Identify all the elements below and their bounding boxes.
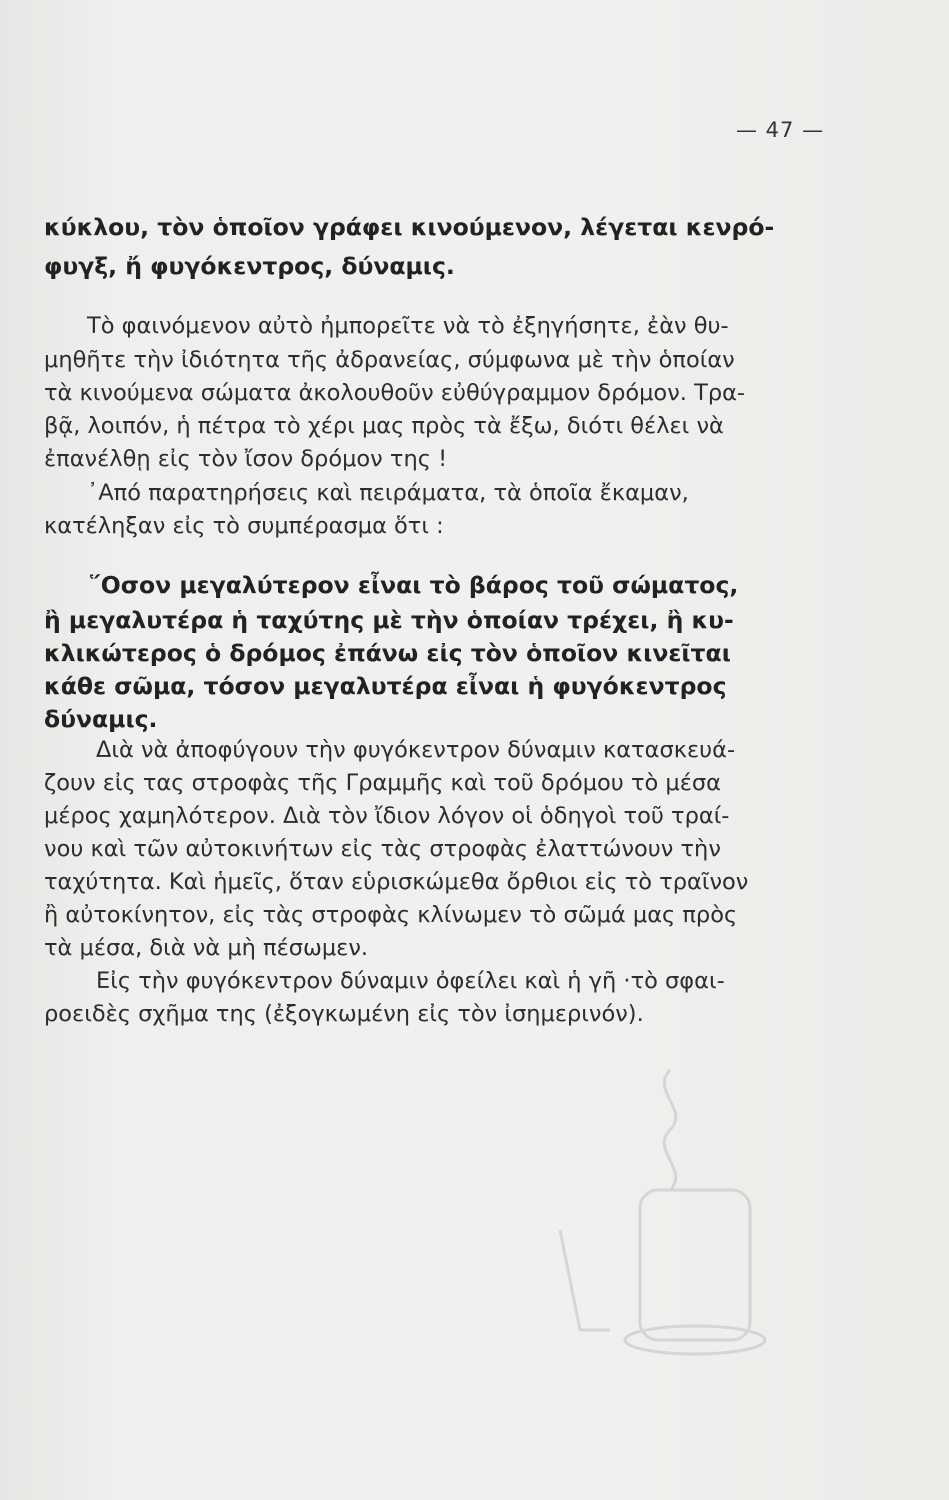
text-line: νου καὶ τῶν αὐτοκινήτων εἰς τὰς στροφὰς ἐλαττώνουν τὴν <box>44 836 721 862</box>
text-line: ἐπανέλθῃ εἰς τὸν ἴσον δρόμον της ! <box>44 446 448 472</box>
text-line: ῞Οσον μεγαλύτερον εἶναι τὸ βάρος τοῦ σώματος, <box>89 571 739 599</box>
text-line: ζουν εἰς τας στροφὰς τῆς Γραμμῆς καὶ τοῦ δρόμου τὸ μέσα <box>44 770 721 796</box>
text-line: Τὸ φαινόμενον αὐτὸ ἠμπορεῖτε νὰ τὸ ἐξηγήσητε, ἐὰν θυ- <box>87 313 729 339</box>
text-line: μηθῆτε τὴν ἰδιότητα τῆς ἀδρανείας, σύμφωνα μὲ τὴν ὁποίαν <box>44 347 735 373</box>
text-line: Εἰς τὴν φυγόκεντρον δύναμιν ὀφείλει καὶ ἡ γῆ ·τὸ σφαι- <box>96 968 725 994</box>
bleed-through-figure <box>520 1030 780 1370</box>
page-number: — 47 — <box>736 118 825 142</box>
text-line: ἢ μεγαλυτέρα ἡ ταχύτης μὲ τὴν ὁποίαν τρέχει, ἢ κυ- <box>44 606 734 634</box>
text-line: δύναμις. <box>44 705 158 733</box>
text-line: κάθε σῶμα, τόσον μεγαλυτέρα εἶναι ἡ φυγόκεντρος <box>44 672 727 700</box>
text-line: φυγξ, ἤ φυγόκεντρος, δύναμις. <box>44 252 455 280</box>
text-line: βᾷ, λοιπόν, ἡ πέτρα τὸ χέρι μας πρὸς τὰ ἔξω, διότι θέλει νὰ <box>44 413 724 439</box>
text-line: τὰ μέσα, διὰ νὰ μὴ πέσωμεν. <box>44 935 369 961</box>
text-line: ροειδὲς σχῆμα της (ἐξογκωμένη εἰς τὸν ἰσημερινόν). <box>44 1001 644 1027</box>
text-line: ταχύτητα. Καὶ ἡμεῖς, ὅταν εὑρισκώμεθα ὄρθιοι εἰς τὸ τραῖνον <box>44 869 749 895</box>
text-line: τὰ κινούμενα σώματα ἀκολουθοῦν εὐθύγραμμον δρόμον. Τρα- <box>44 380 746 406</box>
text-line: κλικώτερος ὁ δρόμος ἐπάνω εἰς τὸν ὁποῖον κινεῖται <box>44 639 731 667</box>
text-line: κύκλου, τὸν ὁποῖον γράφει κινούμενον, λέγεται κενρό- <box>44 213 775 241</box>
text-line: ἢ αὐτοκίνητον, εἰς τὰς στροφὰς κλίνωμεν τὸ σῶμά μας πρὸς <box>44 902 738 928</box>
text-line: κατέληξαν εἰς τὸ συμπέρασμα ὅτι : <box>44 513 444 539</box>
text-line: μέρος χαμηλότερον. Διὰ τὸν ἴδιον λόγον οἱ ὁδηγοὶ τοῦ τραί- <box>44 803 730 829</box>
text-line: Διὰ νὰ ἀποφύγουν τὴν φυγόκεντρον δύναμιν κατασκευά- <box>96 737 736 763</box>
text-line: ᾿Από παρατηρήσεις καὶ πειράματα, τὰ ὁποῖα ἔκαμαν, <box>87 480 689 506</box>
